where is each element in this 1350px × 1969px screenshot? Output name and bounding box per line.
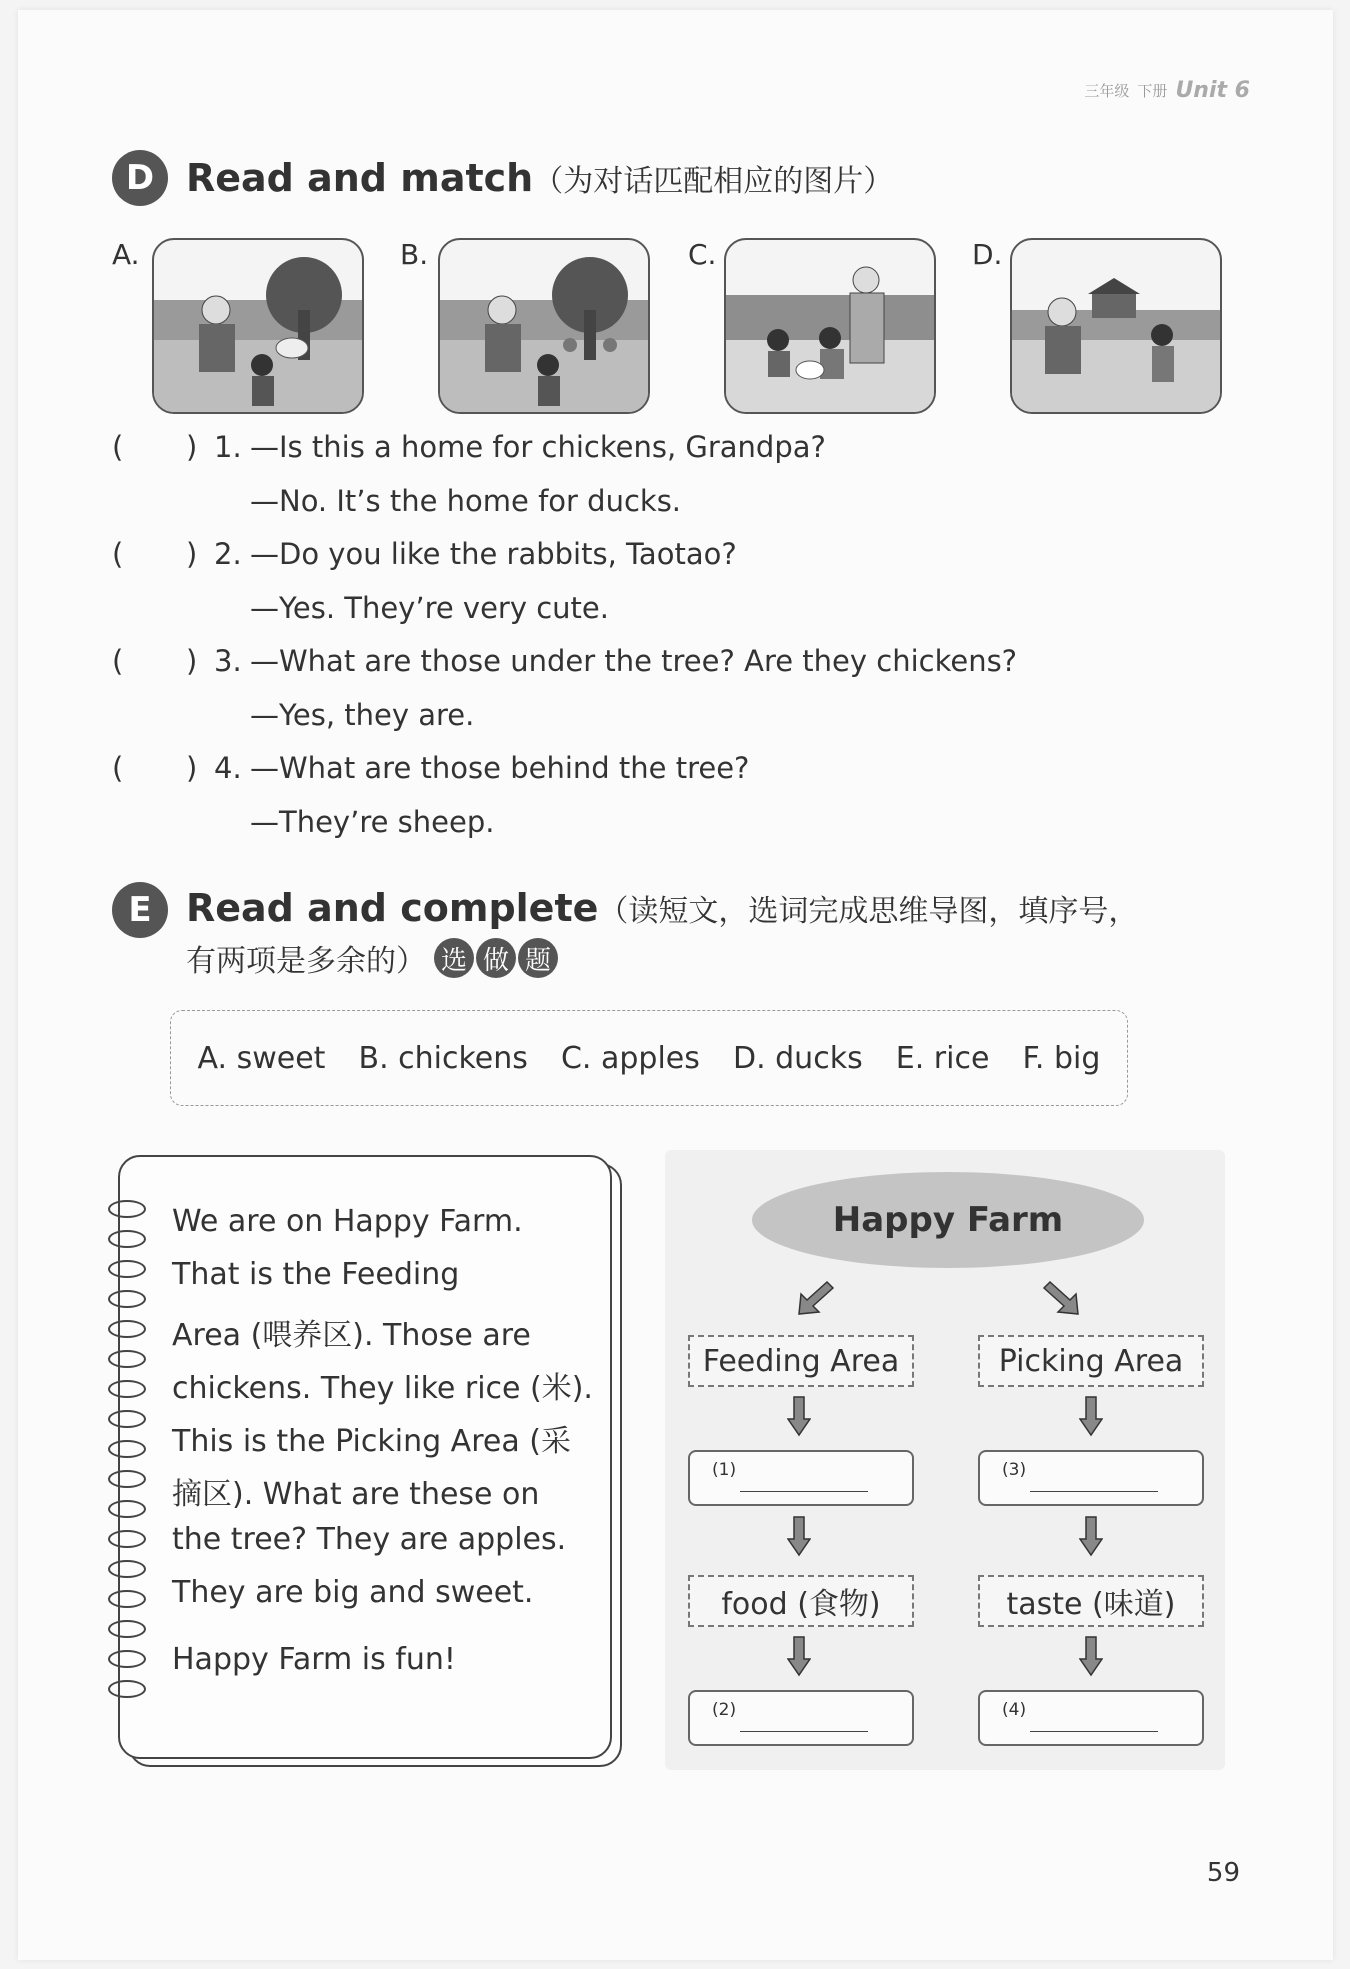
picture-d-label: D.: [972, 238, 1003, 271]
picking-area-node: Picking Area: [978, 1335, 1204, 1387]
section-d-title: [186, 156, 893, 200]
arrow-down-icon: [787, 1635, 811, 1677]
question-1-line-1: —Is this a home for chickens, Grandpa?: [250, 430, 826, 464]
arrow-down-icon: [1079, 1515, 1103, 1557]
arrow-down-icon: [1079, 1395, 1103, 1437]
story-line-1: We are on Happy Farm.: [172, 1204, 523, 1239]
spiral-ring: [108, 1560, 146, 1578]
question-3-number: 3.: [214, 644, 242, 678]
spiral-ring: [108, 1410, 146, 1428]
question-2-number: 2.: [214, 537, 242, 571]
choice-d: D. ducks: [732, 1040, 863, 1076]
arrow-down-icon: [787, 1515, 811, 1557]
arrow-down-icon: [1079, 1635, 1103, 1677]
choice-b: B. chickens: [358, 1040, 528, 1076]
spiral-ring: [108, 1680, 146, 1698]
spiral-ring: [108, 1620, 146, 1638]
picture-b-label: B.: [400, 238, 429, 271]
picture-a: [152, 238, 364, 414]
section-e-note-line-1: （读短文，选词完成思维导图，填序号，: [598, 894, 1139, 929]
question-2-paren-open: (: [112, 537, 124, 571]
picture-d-illustration: [1012, 240, 1220, 412]
spiral-ring: [108, 1470, 146, 1488]
section-d-title-text: Read and match: [186, 156, 534, 200]
choice-c: C. apples: [560, 1040, 700, 1076]
word-choices-box: [170, 1010, 1128, 1106]
story-line-4: chickens. They like rice (米).: [172, 1371, 593, 1406]
choice-a: A. sweet: [197, 1040, 326, 1076]
picture-c-label: C.: [688, 238, 717, 271]
choice-e: E. rice: [895, 1040, 990, 1076]
optional-tag-char-2: 做: [476, 938, 516, 978]
blank-1-box[interactable]: [688, 1450, 914, 1506]
spiral-ring: [108, 1290, 146, 1308]
spiral-ring: [108, 1260, 146, 1278]
optional-tag: [434, 938, 558, 978]
question-2-line-2: —Yes. They’re very cute.: [250, 591, 609, 625]
section-e-badge: E: [112, 882, 168, 938]
feeding-area-node: Feeding Area: [688, 1335, 914, 1387]
blank-2-line: [740, 1731, 868, 1732]
picture-b-illustration: [440, 240, 648, 412]
story-line-2: That is the Feeding: [172, 1257, 460, 1292]
spiral-ring: [108, 1200, 146, 1218]
spiral-ring: [108, 1530, 146, 1548]
taste-node: taste (味道): [978, 1575, 1204, 1627]
blank-2-box[interactable]: [688, 1690, 914, 1746]
picture-b: [438, 238, 650, 414]
blank-4-box[interactable]: [978, 1690, 1204, 1746]
story-line-5: This is the Picking Area (采: [172, 1424, 571, 1459]
optional-tag-char-3: 题: [518, 938, 558, 978]
spiral-ring: [108, 1350, 146, 1368]
picture-c-illustration: [726, 240, 934, 412]
arrow-down-right-icon: [1042, 1278, 1082, 1318]
question-4-paren-open: (: [112, 751, 124, 785]
spiral-ring: [108, 1380, 146, 1398]
picture-d: [1010, 238, 1222, 414]
section-d-badge: D: [112, 150, 168, 206]
page-number: 59: [1206, 1858, 1240, 1888]
blank-4-line: [1030, 1731, 1158, 1732]
spiral-ring: [108, 1230, 146, 1248]
question-2-line-1: —Do you like the rabbits, Taotao?: [250, 537, 737, 571]
arrow-down-left-icon: [795, 1278, 835, 1318]
section-e-note-line-2: 有两项是多余的）: [186, 944, 426, 979]
question-1-paren-close: ): [186, 430, 198, 464]
spiral-ring: [108, 1590, 146, 1608]
blank-3-line: [1030, 1491, 1158, 1492]
question-1-number: 1.: [214, 430, 242, 464]
spiral-ring: [108, 1320, 146, 1338]
question-4-line-1: —What are those behind the tree?: [250, 751, 750, 785]
section-e-title-text: Read and complete: [186, 886, 599, 930]
question-4-paren-close: ): [186, 751, 198, 785]
picture-a-label: A.: [112, 238, 140, 271]
story-line-9: Happy Farm is fun!: [172, 1642, 456, 1677]
arrow-down-icon: [787, 1395, 811, 1437]
unit-header: [1084, 78, 1250, 103]
picture-c: [724, 238, 936, 414]
spiral-ring: [108, 1650, 146, 1668]
story-line-6: 摘区). What are these on: [172, 1477, 540, 1512]
question-3-paren-close: ): [186, 644, 198, 678]
question-4-number: 4.: [214, 751, 242, 785]
spiral-ring: [108, 1440, 146, 1458]
question-2-paren-close: ): [186, 537, 198, 571]
food-node: food (食物): [688, 1575, 914, 1627]
question-1-paren-open: (: [112, 430, 124, 464]
story-line-7: the tree? They are apples.: [172, 1522, 567, 1557]
question-1-line-2: —No. It’s the home for ducks.: [250, 484, 682, 518]
question-3-paren-open: (: [112, 644, 124, 678]
question-3-line-1: —What are those under the tree? Are they chickens?: [250, 644, 1018, 678]
mind-map-root: Happy Farm: [752, 1172, 1144, 1268]
spiral-ring: [108, 1500, 146, 1518]
story-line-8: They are big and sweet.: [172, 1575, 534, 1610]
section-e-title: [186, 886, 1138, 930]
term-label: 下册: [1137, 82, 1168, 100]
blank-2-number: (2): [712, 1700, 737, 1720]
blank-1-line: [740, 1491, 868, 1492]
question-4-line-2: —They’re sheep.: [250, 805, 495, 839]
blank-1-number: (1): [712, 1460, 737, 1480]
section-e-note-row: [186, 936, 558, 980]
question-3-line-2: —Yes, they are.: [250, 698, 475, 732]
choice-f: F. big: [1022, 1040, 1101, 1076]
unit-label: Unit 6: [1175, 78, 1250, 103]
blank-4-number: (4): [1002, 1700, 1027, 1720]
section-d-note: （为对话匹配相应的图片）: [533, 164, 894, 199]
blank-3-box[interactable]: [978, 1450, 1204, 1506]
optional-tag-char-1: 选: [434, 938, 474, 978]
story-line-3: Area (喂养区). Those are: [172, 1318, 531, 1353]
blank-3-number: (3): [1002, 1460, 1027, 1480]
grade-label: 三年级: [1084, 82, 1130, 100]
picture-a-illustration: [154, 240, 362, 412]
